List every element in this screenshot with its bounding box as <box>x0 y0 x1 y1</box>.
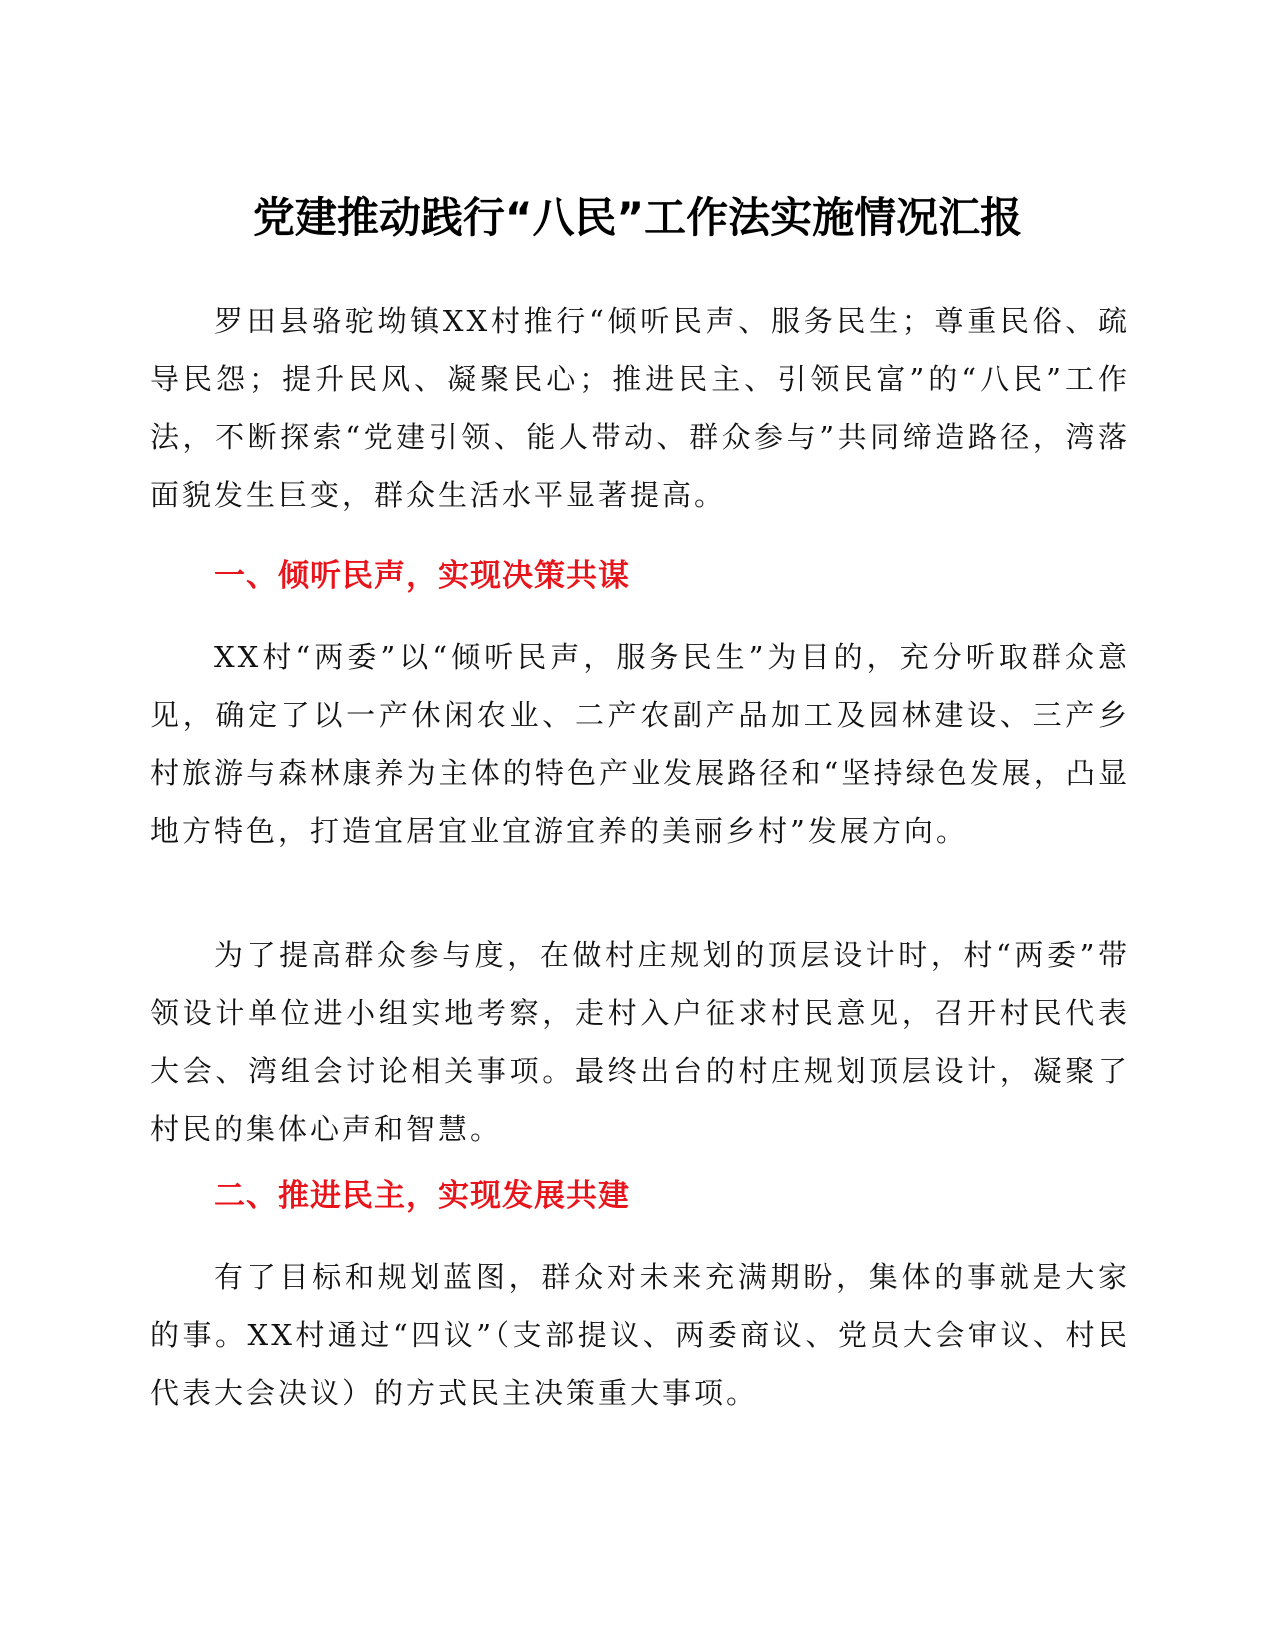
section1-paragraph-1: XX村“两委”以“倾听民声，服务民生”为目的，充分听取群众意见，确定了以一产休闲农业、二产农副产品加工及园林建设、三产乡村旅游与森林康养为主体的特色产业发展路径和“坚持绿色发展，凸显地方特色，打造宜居宜业宜游宜养的美丽乡村”发展方向。 <box>150 640 1130 848</box>
section2-paragraph-1: 有了目标和规划蓝图，群众对未来充满期盼，集体的事就是大家的事。XX村通过“四议”（支部提议、两委商议、党员大会审议、村民代表大会决议）的方式民主决策重大事项。 <box>150 1260 1130 1410</box>
document-title: 党建推动践行“八民”工作法实施情况汇报 <box>252 193 1023 242</box>
section-heading-1: 一、倾听民声，实现决策共谋 <box>214 558 630 594</box>
intro-paragraph: 罗田县骆驼坳镇XX村推行“倾听民声、服务民生；尊重民俗、疏导民怨；提升民风、凝聚民心；推进民主、引领民富”的“八民”工作法，不断探索“党建引领、能人带动、群众参与”共同缔造路径，湾落面貌发生巨变，群众生活水平显著提高。 <box>150 304 1130 512</box>
section-heading-2: 二、推进民主，实现发展共建 <box>214 1178 630 1214</box>
section1-paragraph-2: 为了提高群众参与度，在做村庄规划的顶层设计时，村“两委”带领设计单位进小组实地考察，走村入户征求村民意见，召开村民代表大会、湾组会讨论相关事项。最终出台的村庄规划顶层设计，凝聚了村民的集体心声和智慧。 <box>150 938 1130 1146</box>
